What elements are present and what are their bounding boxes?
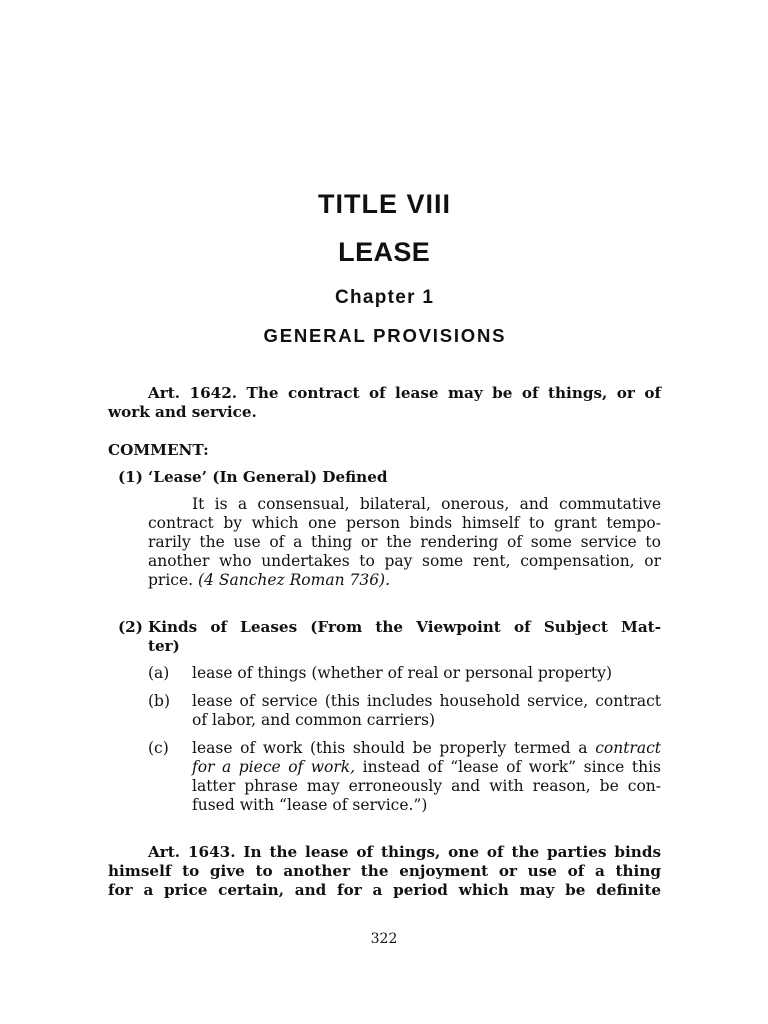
item-label: (b) xyxy=(148,692,171,710)
item-text: lease of things (whether of real or personal property) xyxy=(192,664,613,682)
section-title: ‘Lease’ (In General) Defined xyxy=(148,468,388,486)
comment-heading: COMMENT: xyxy=(108,441,209,459)
item-text-line xyxy=(192,664,612,683)
item-label: (a) xyxy=(148,664,170,682)
article-line: work and service. xyxy=(108,403,257,421)
section-body-line: another who undertakes to pay some rent, compensation, or xyxy=(148,552,661,570)
article-line: himself to give to another the enjoyment or use of a thing xyxy=(108,862,661,880)
title-number: TITLE VIII xyxy=(317,189,451,219)
item-text-italic: for a piece of work, xyxy=(192,758,356,776)
section-body-line: It is a consensual, bilateral, onerous, and commutative xyxy=(192,495,661,513)
section-body-line: rarily the use of a thing or the rendering of some service to xyxy=(148,533,661,551)
item-text: of labor, and common carriers) xyxy=(192,711,436,729)
article-line: Art. 1642. The contract of lease may be of things, or of xyxy=(148,384,661,402)
item-text-line xyxy=(192,777,661,796)
item-text-line xyxy=(192,796,427,815)
item-text: lease of service (this includes household service, contract xyxy=(192,692,661,710)
section-title: Kinds of Leases (From the Viewpoint of Subject Mat- xyxy=(148,618,661,636)
item-text-line xyxy=(192,739,661,758)
section-body-text: price. xyxy=(148,571,194,589)
section-number: (2) xyxy=(118,618,143,636)
article-line: for a price certain, and for a period which may be definite xyxy=(108,881,661,899)
item-text: instead of “lease of work” since this xyxy=(362,758,662,776)
section-number: (1) xyxy=(118,468,143,486)
section-body-line xyxy=(148,571,390,590)
item-text: lease of work (this should be properly termed a xyxy=(192,739,588,757)
item-text-line xyxy=(192,692,661,711)
chapter-name: GENERAL PROVISIONS xyxy=(263,325,507,346)
chapter-number: Chapter 1 xyxy=(334,287,435,308)
page-number: 322 xyxy=(370,931,398,947)
item-text: latter phrase may erroneously and with reason, be con- xyxy=(192,777,661,795)
item-text: fused with “lease of service.”) xyxy=(192,796,428,814)
article-line: Art. 1643. In the lease of things, one of the parties binds xyxy=(148,843,661,861)
item-label: (c) xyxy=(148,739,169,757)
title-name: LEASE xyxy=(338,237,431,267)
section-body-line: contract by which one person binds himself to grant tempo- xyxy=(148,514,661,532)
section-title: ter) xyxy=(148,637,180,655)
item-text-italic: contract xyxy=(595,739,661,757)
citation: (4 Sanchez Roman 736). xyxy=(198,571,391,589)
item-text-line xyxy=(192,711,435,730)
item-text-line xyxy=(192,758,661,777)
